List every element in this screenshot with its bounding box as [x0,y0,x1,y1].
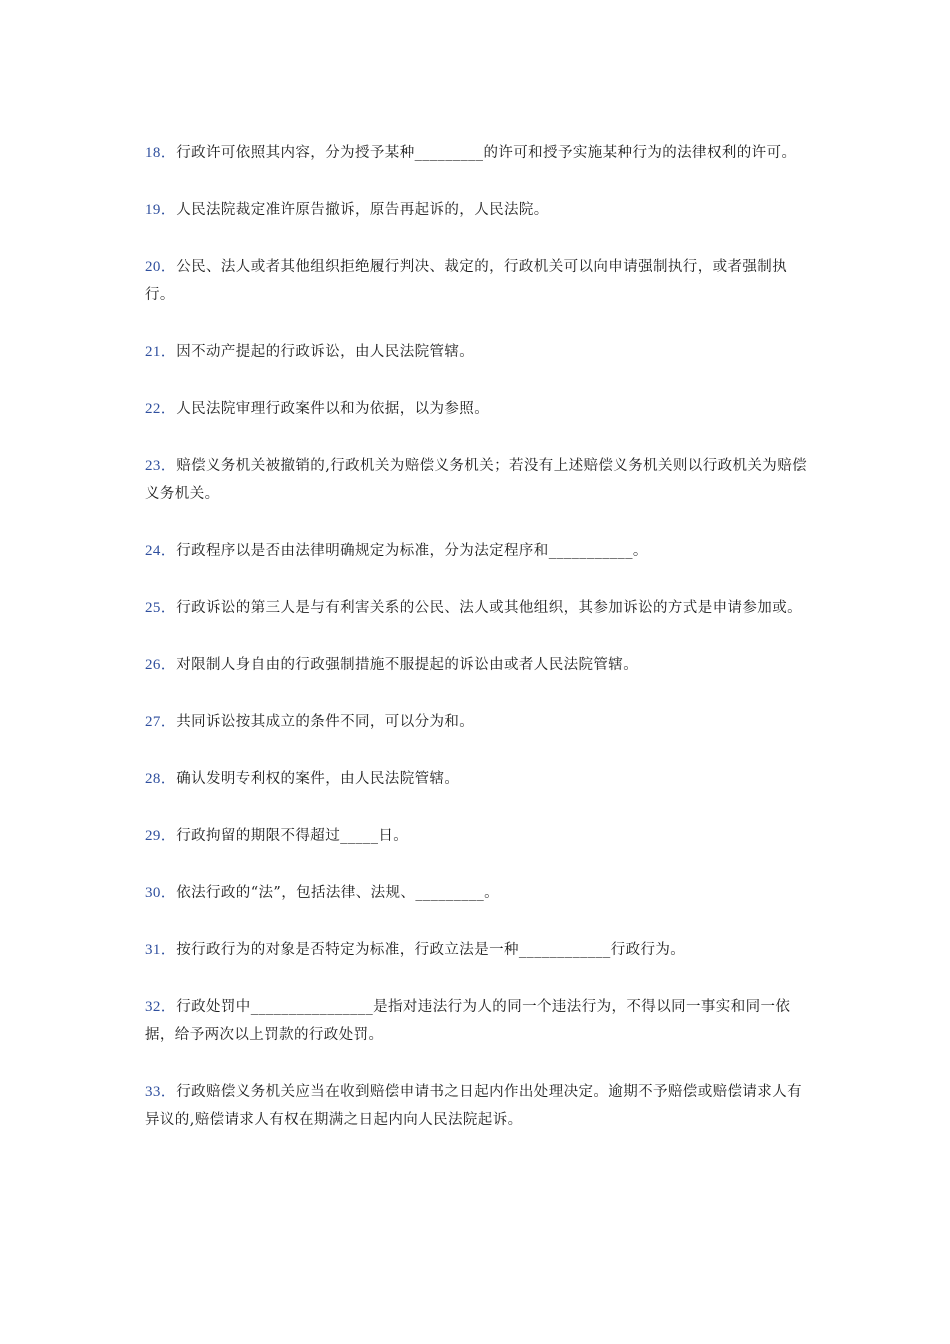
question-text: 人民法院裁定准许原告撤诉，原告再起诉的，人民法院。 [176,202,549,218]
question-item [145,651,807,679]
question-text: 行政程序以是否由法律明确规定为标准，分为法定程序和___________。 [176,543,648,559]
question-item [145,936,807,964]
question-text: 依法行政的“法”，包括法律、法规、_________。 [176,885,500,901]
question-number: 18． [145,145,177,161]
question-text: 共同诉讼按其成立的条件不同，可以分为和。 [176,714,475,730]
question-number: 21． [145,344,177,360]
question-item [145,537,807,565]
question-item [145,993,807,1049]
question-item [145,708,807,736]
question-item [145,879,807,907]
question-text: 行政许可依照其内容，分为授予某种_________的许可和授予实施某种行为的法律权利的许可。 [176,145,797,161]
question-item [145,253,807,309]
question-item [145,139,807,167]
question-item [145,765,807,793]
question-number: 23． [145,458,177,474]
question-number: 33． [145,1084,177,1100]
question-text: 行政诉讼的第三人是与有利害关系的公民、法人或其他组织，其参加诉讼的方式是申请参加或。 [176,600,802,616]
question-text: 按行政行为的对象是否特定为标准，行政立法是一种____________行政行为。 [176,942,686,958]
question-number: 30． [145,885,177,901]
question-number: 25． [145,600,177,616]
question-text: 对限制人身自由的行政强制措施不服提起的诉讼由或者人民法院管辖。 [176,657,639,673]
question-text: 公民、法人或者其他组织拒绝履行判决、裁定的，行政机关可以向申请强制执行，或者强制执行。 [145,259,788,303]
question-number: 20． [145,259,177,275]
question-item [145,452,807,508]
question-text: 因不动产提起的行政诉讼，由人民法院管辖。 [176,344,475,360]
question-number: 19． [145,202,177,218]
question-item [145,1078,807,1134]
question-number: 24． [145,543,177,559]
question-number: 32． [145,999,177,1015]
question-text: 人民法院审理行政案件以和为依据，以为参照。 [176,401,490,417]
question-number: 27． [145,714,177,730]
question-item [145,822,807,850]
question-text: 行政拘留的期限不得超过_____日。 [176,828,409,844]
question-number: 26． [145,657,177,673]
question-number: 22． [145,401,177,417]
question-number: 29． [145,828,177,844]
question-list [145,139,807,1163]
question-number: 28． [145,771,177,787]
question-item [145,594,807,622]
question-item [145,338,807,366]
question-text: 赔偿义务机关被撤销的,行政机关为赔偿义务机关；若没有上述赔偿义务机关则以行政机关为赔偿义务机关。 [145,458,808,502]
question-text: 行政处罚中________________是指对违法行为人的同一个违法行为，不得以同一事实和同一依据，给予两次以上罚款的行政处罚。 [145,999,791,1043]
question-item [145,196,807,224]
question-text: 确认发明专利权的案件，由人民法院管辖。 [176,771,460,787]
question-text: 行政赔偿义务机关应当在收到赔偿申请书之日起内作出处理决定。逾期不予赔偿或赔偿请求人有异议的,赔偿请求人有权在期满之日起内向人民法院起诉。 [145,1084,802,1128]
question-item [145,395,807,423]
question-number: 31． [145,942,177,958]
